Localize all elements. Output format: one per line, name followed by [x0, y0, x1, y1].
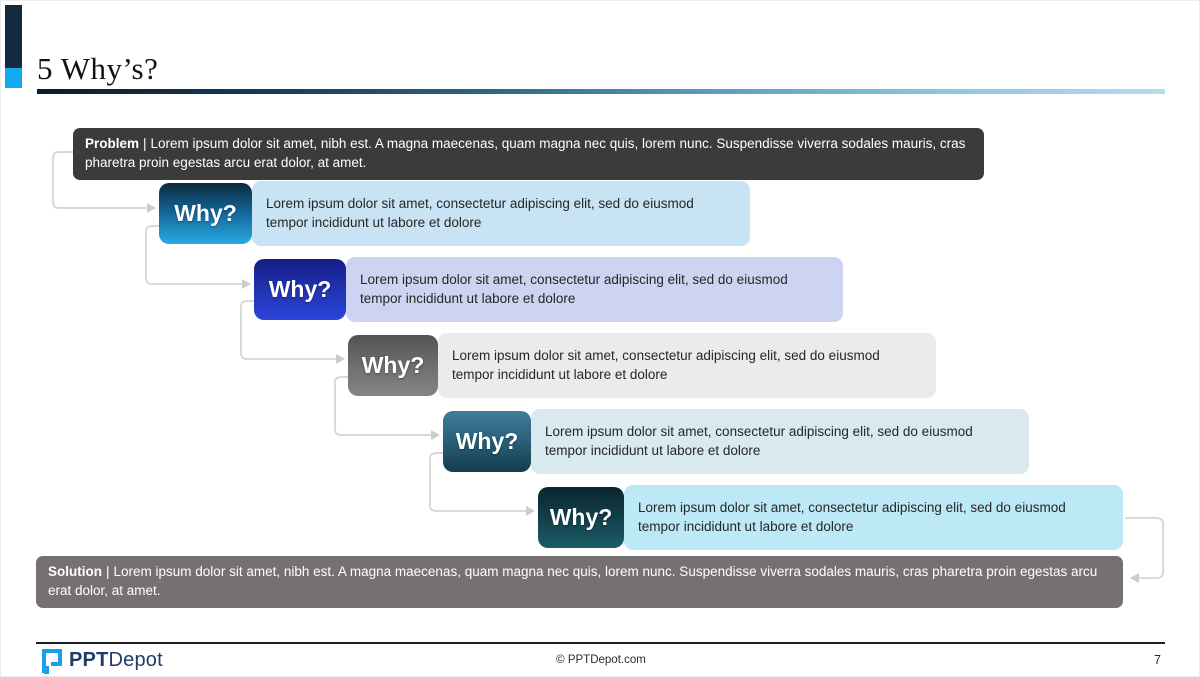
- why-1-text: Lorem ipsum dolor sit amet, consectetur adipiscing elit, sed do eiusmod tempor incididunt ut labore et dolore: [266, 196, 694, 230]
- brand-regular: Depot: [108, 649, 163, 671]
- brand-name: [69, 649, 163, 672]
- brand-bold: PPT: [69, 649, 109, 671]
- why-1-label: [159, 183, 252, 244]
- copyright-text: © PPTDepot.com: [556, 654, 646, 666]
- solution-text: Lorem ipsum dolor sit amet, nibh est. A magna maecenas, quam magna nec quis, lorem nunc. Suspendisse viverra sodales mauris, cras pharetra proin egestas arcu erat dolor, at amet.: [48, 564, 1098, 598]
- why-5-text: Lorem ipsum dolor sit amet, consectetur adipiscing elit, sed do eiusmod tempor incididunt ut labore et dolore: [638, 500, 1066, 534]
- why-3-text-box: [438, 333, 936, 398]
- why-3-label-text: Why?: [361, 352, 425, 378]
- why-5-label: [538, 487, 624, 548]
- why-3-label: [348, 335, 438, 396]
- why-2-label-text: Why?: [268, 276, 332, 302]
- why-2-text: Lorem ipsum dolor sit amet, consectetur adipiscing elit, sed do eiusmod tempor incididunt ut labore et dolore: [360, 272, 788, 306]
- brand-logo: [39, 647, 163, 674]
- problem-separator: |: [143, 136, 147, 151]
- solution-separator: |: [106, 564, 110, 579]
- problem-box: [73, 128, 984, 180]
- solution-box: [36, 556, 1123, 608]
- pptdepot-icon: [39, 647, 63, 674]
- why-2-text-box: [346, 257, 843, 322]
- why-4-label-text: Why?: [455, 428, 519, 454]
- page-number: 7: [1154, 653, 1161, 667]
- why-2-label: [254, 259, 346, 320]
- why-5-text-box: [624, 485, 1123, 550]
- why-5-label-text: Why?: [549, 504, 613, 530]
- why-4-text-box: [531, 409, 1029, 474]
- why-1-label-text: Why?: [174, 200, 237, 226]
- why-3-text: Lorem ipsum dolor sit amet, consectetur adipiscing elit, sed do eiusmod tempor incididunt ut labore et dolore: [452, 348, 880, 382]
- problem-label: Problem: [85, 136, 140, 151]
- problem-text: Lorem ipsum dolor sit amet, nibh est. A magna maecenas, quam magna nec quis, lorem nunc. Suspendisse viverra sodales mauris, cras pharetra proin egestas arcu erat dolor, at amet.: [85, 136, 966, 170]
- why-1-text-box: [252, 181, 750, 246]
- why-4-label: [443, 411, 531, 472]
- solution-label: Solution: [48, 564, 102, 579]
- page-title: 5 Why’s?: [37, 51, 159, 86]
- why-4-text: Lorem ipsum dolor sit amet, consectetur adipiscing elit, sed do eiusmod tempor incididunt ut labore et dolore: [545, 424, 973, 458]
